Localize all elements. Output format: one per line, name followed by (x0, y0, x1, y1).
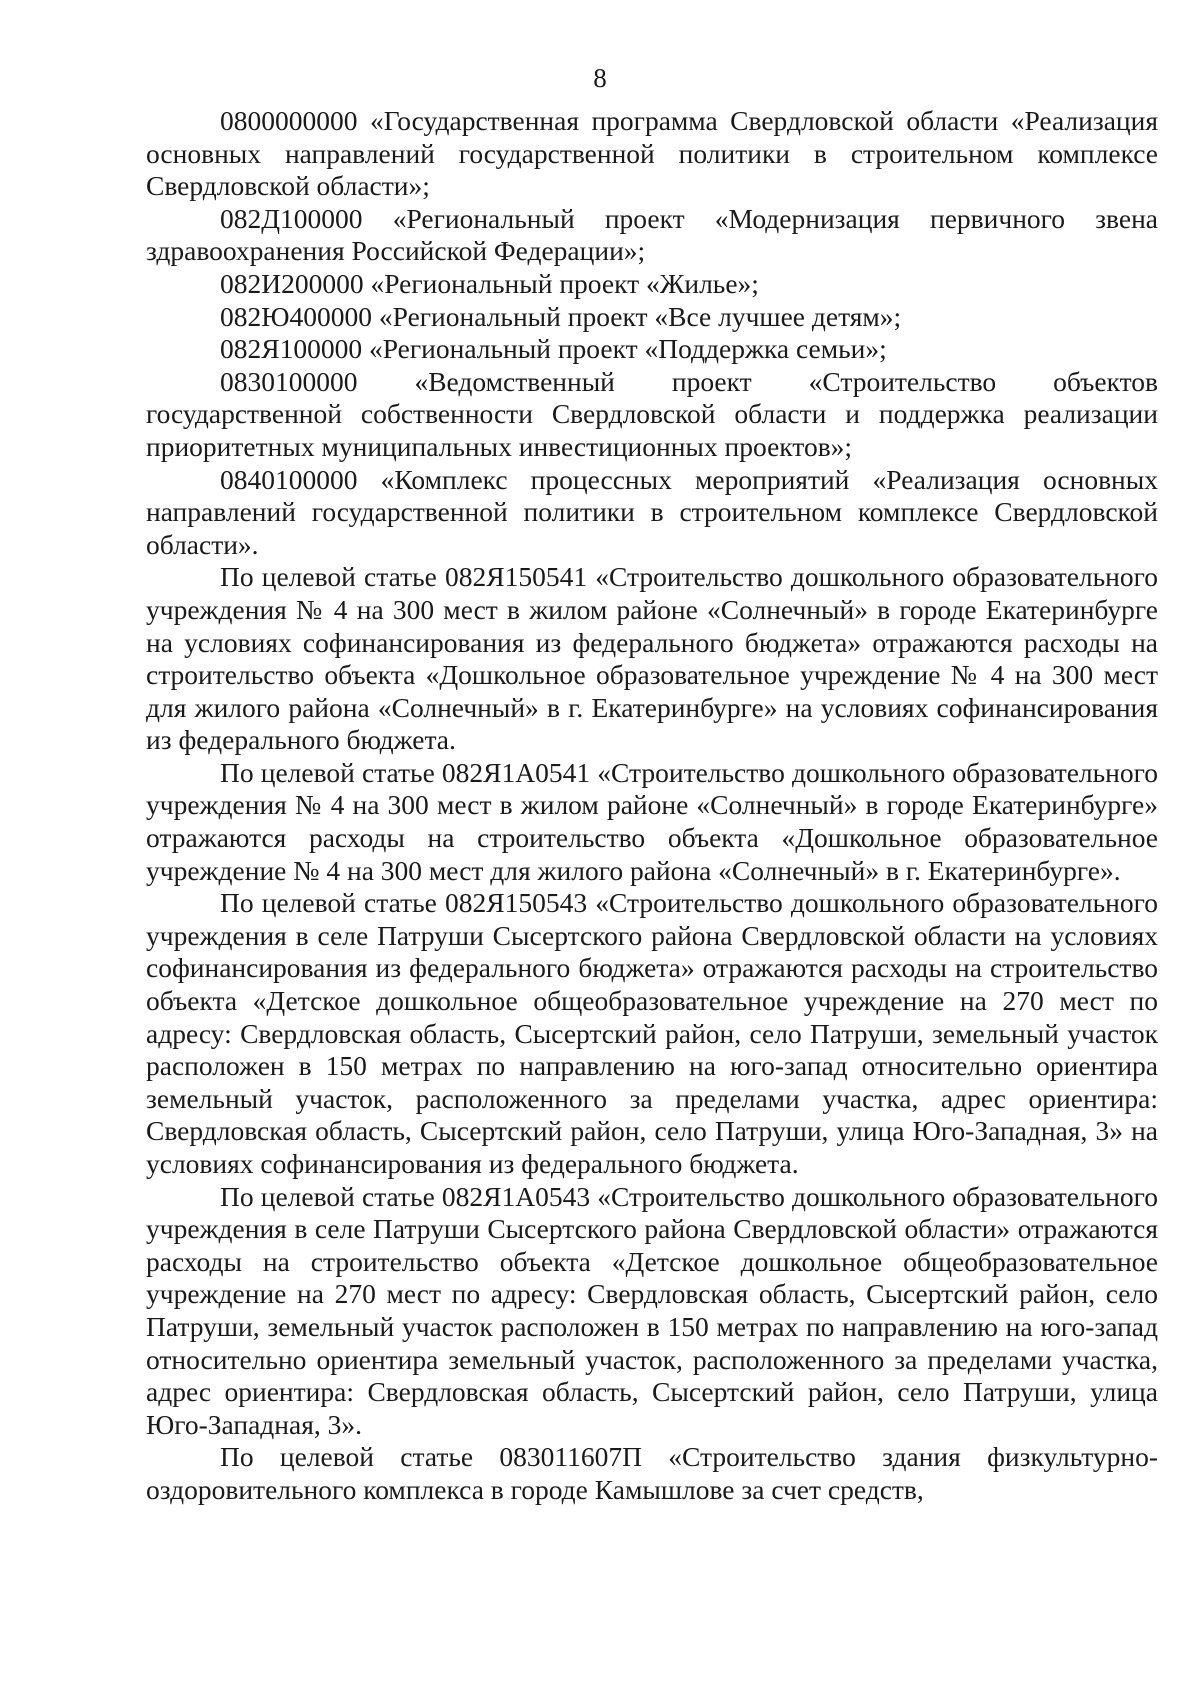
paragraph: 082Д100000 «Региональный проект «Модернизация первичного звена здравоохранения Российской Федерации»; (146, 202, 1158, 267)
paragraph: По целевой статье 082Я1А0541 «Строительство дошкольного образовательного учреждения № 4 на 300 мест в жилом районе «Солнечный» в городе Екатеринбурге» отражаются расходы на строительство объекта «Дошкольное образовательное учреждение № 4 на 300 мест для жилого района «Солнечный» в г. Екатеринбурге». (146, 756, 1158, 886)
paragraph: 0830100000 «Ведомственный проект «Строительство объектов государственной собственности Свердловской области и поддержка реализации приоритетных муниципальных инвестиционных проектов»; (146, 365, 1158, 462)
page-number: 8 (593, 63, 607, 93)
paragraph: По целевой статье 082Я1А0543 «Строительство дошкольного образовательного учреждения в селе Патруши Сысертского района Свердловской области» отражаются расходы на строительство объекта «Детское дошкольное общеобразовательное учреждение на 270 мест по адресу: Свердловская область, Сысертский район, село Патруши, земельный участок расположен в 150 метрах по направлению на юго-запад относительно ориентира земельный участок, расположенного за пределами участка, адрес ориентира: Свердловская область, Сысертский район, село Патруши, улица Юго-Западная, 3». (146, 1180, 1158, 1440)
paragraph: 082Я100000 «Региональный проект «Поддержка семьи»; (220, 333, 887, 365)
document-body (146, 105, 1158, 1507)
paragraph: По целевой статье 082Я150541 «Строительство дошкольного образовательного учреждения № 4 на 300 мест в жилом районе «Солнечный» в городе Екатеринбурге на условиях софинансирования из федерального бюджета» отражаются расходы на строительство объекта «Дошкольное образовательное учреждение № 4 на 300 мест для жилого района «Солнечный» в г. Екатеринбурге» на условиях софинансирования из федерального бюджета. (146, 561, 1158, 756)
paragraph: 082И200000 «Региональный проект «Жилье»; (220, 267, 759, 299)
paragraph: По целевой статье 082Я150543 «Строительство дошкольного образовательного учреждения в селе Патруши Сысертского района Свердловской области на условиях софинансирования из федерального бюджета» отражаются расходы на строительство объекта «Детское дошкольное общеобразовательное учреждение на 270 мест по адресу: Свердловская область, Сысертский район, село Патруши, земельный участок расположен в 150 метрах по направлению на юго-запад относительно ориентира земельный участок, расположенного за пределами участка, адрес ориентира: Свердловская область, Сысертский район, село Патруши, улица Юго-Западная, 3» на условиях софинансирования из федерального бюджета. (146, 887, 1158, 1179)
paragraph: 0840100000 «Комплекс процессных мероприятий «Реализация основных направлений государственной политики в строительном комплексе Свердловской области». (146, 463, 1158, 560)
paragraph: 082Ю400000 «Региональный проект «Все лучшее детям»; (220, 300, 902, 332)
paragraph: 0800000000 «Государственная программа Свердловской области «Реализация основных направлений государственной политики в строительном комплексе Свердловской области»; (146, 105, 1158, 202)
paragraph: По целевой статье 083011607П «Строительство здания физкультурно-оздоровительного комплекса в городе Камышлове за счет средств, (146, 1441, 1158, 1505)
